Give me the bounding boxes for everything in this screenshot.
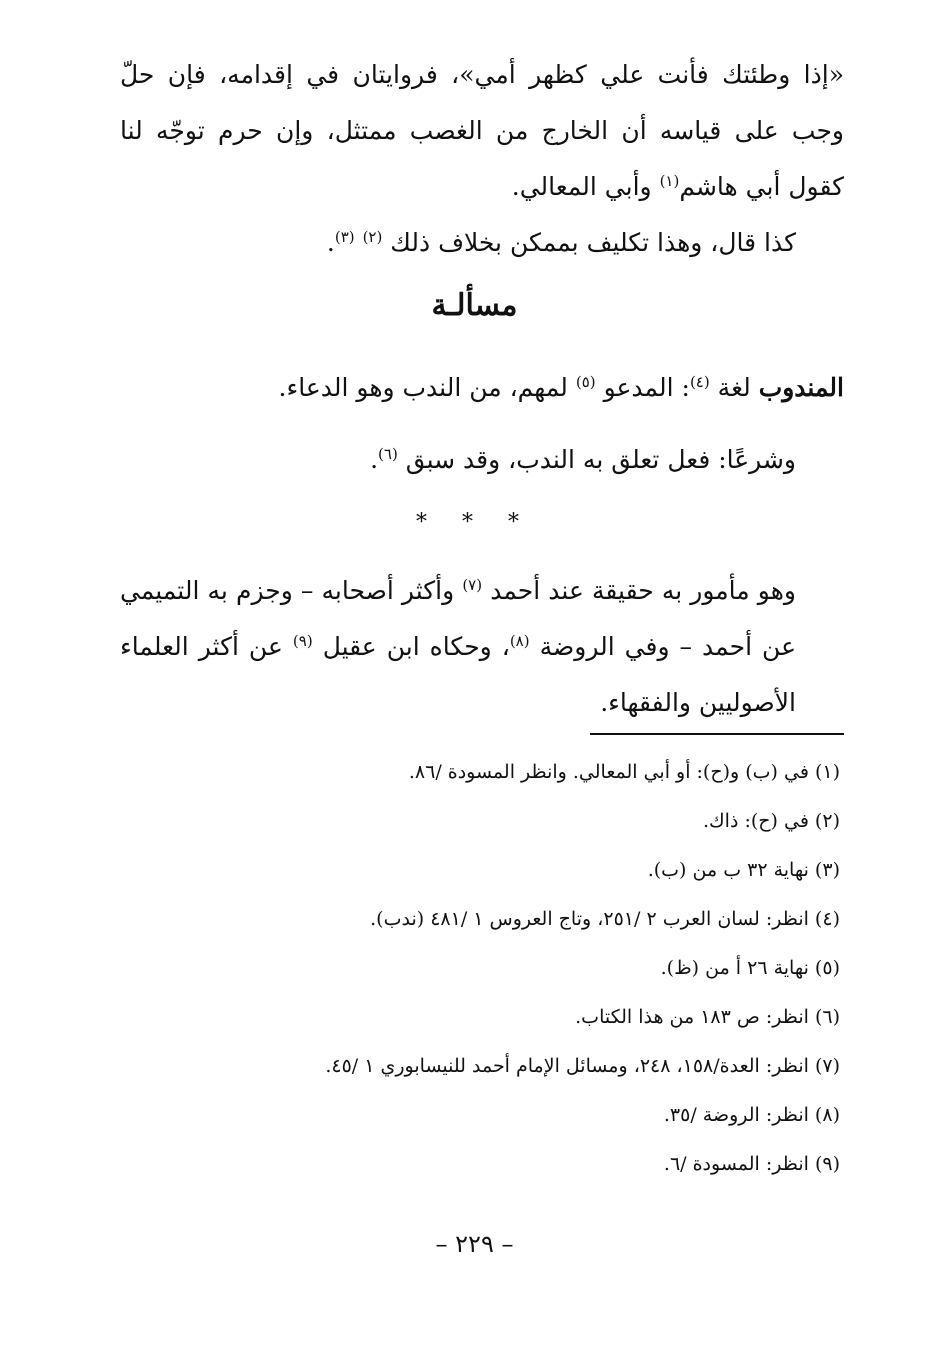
footnote-5: (٥) نهاية ٢٦ أ من (ظ). <box>660 957 840 979</box>
footnote-ref-9: (٩) <box>292 632 313 650</box>
footnote-2: (٢) في (ح): ذاك. <box>702 810 840 832</box>
paragraph-2 <box>120 215 844 271</box>
paragraph-1-end: وأبي المعالي. <box>511 172 660 201</box>
footnote-ref-3: (٣) <box>334 228 355 246</box>
footnote-7: (٧) انظر: العدة/١٥٨، ٢٤٨، ومسائل الإمام أحمد للنيسابوري ١ /٤٥. <box>325 1055 840 1077</box>
footnote-6: (٦) انظر: ص ١٨٣ من هذا الكتاب. <box>575 1006 840 1028</box>
paragraph-2-text: كذا قال، وهذا تكليف بممكن بخلاف ذلك <box>390 228 796 257</box>
paragraph-5-text-c: ، وحكاه ابن عقيل <box>322 632 510 661</box>
paragraph-continuation <box>120 47 844 271</box>
main-paragraph-block <box>120 563 844 731</box>
paragraph-5 <box>120 563 844 731</box>
footnote-ref-5: (٥) <box>575 373 596 391</box>
paragraph-1-text: «إذا وطئتك فأنت علي كظهر أمي»، فروايتان في إقدامه، فإن حلّ وجب على قياسه أن الخارج من الغصب ممتثل، وإن حرم توجّه لنا كقول أبي هاشم <box>120 60 844 201</box>
paragraph-5-text-b: وأكثر أصحابه – وجزم به التميمي عن أحمد – وفي الروضة <box>120 576 796 661</box>
footnote-3: (٣) نهاية ٣٢ ب من (ب). <box>647 859 840 881</box>
footnote-ref-4: (٤) <box>689 373 710 391</box>
footnote-ref-6: (٦) <box>378 445 398 463</box>
footnote-divider <box>590 733 844 735</box>
footnote-ref-2: (٢) <box>362 228 383 246</box>
footnotes-list <box>180 748 840 1189</box>
definition-block <box>120 360 844 488</box>
paragraph-5-text-d: عن أكثر العلماء الأصوليين والفقهاء. <box>120 632 796 717</box>
paragraph-4-end: . <box>370 445 379 474</box>
paragraph-4-text: وشرعًا: فعل تعلق به الندب، وقد سبق <box>405 445 796 474</box>
paragraph-3 <box>120 360 844 416</box>
footnote-ref-8: (٨) <box>509 632 530 650</box>
footnote-ref-1: (١) <box>659 172 680 190</box>
footnote-4: (٤) انظر: لسان العرب ٢ /٢٥١، وتاج العروس ١ /٤٨١ (ندب). <box>370 908 840 930</box>
footnote-ref-7: (٧) <box>462 576 483 594</box>
paragraph-3-text-c: لمهم، من الندب وهو الدعاء. <box>278 373 576 402</box>
section-heading: مسألـة <box>431 288 518 323</box>
defined-term: المندوب <box>758 373 844 402</box>
paragraph-2-end: . <box>326 228 335 257</box>
section-separator: * * * <box>416 510 533 535</box>
paragraph-4 <box>120 432 844 488</box>
footnote-9: (٩) انظر: المسودة /٦. <box>663 1153 840 1175</box>
paragraph-3-text-b: : المدعو <box>603 373 690 402</box>
paragraph-1 <box>120 47 844 215</box>
footnote-1: (١) في (ب) و(ح): أو أبي المعالي. وانظر المسودة /٨٦. <box>408 761 840 783</box>
paragraph-3-text-a: لغة <box>717 373 759 402</box>
page-number: – ٢٢٩ – <box>435 1230 514 1258</box>
paragraph-5-text-a: وهو مأمور به حقيقة عند أحمد <box>490 576 796 605</box>
footnote-8: (٨) انظر: الروضة /٣٥. <box>663 1104 840 1126</box>
